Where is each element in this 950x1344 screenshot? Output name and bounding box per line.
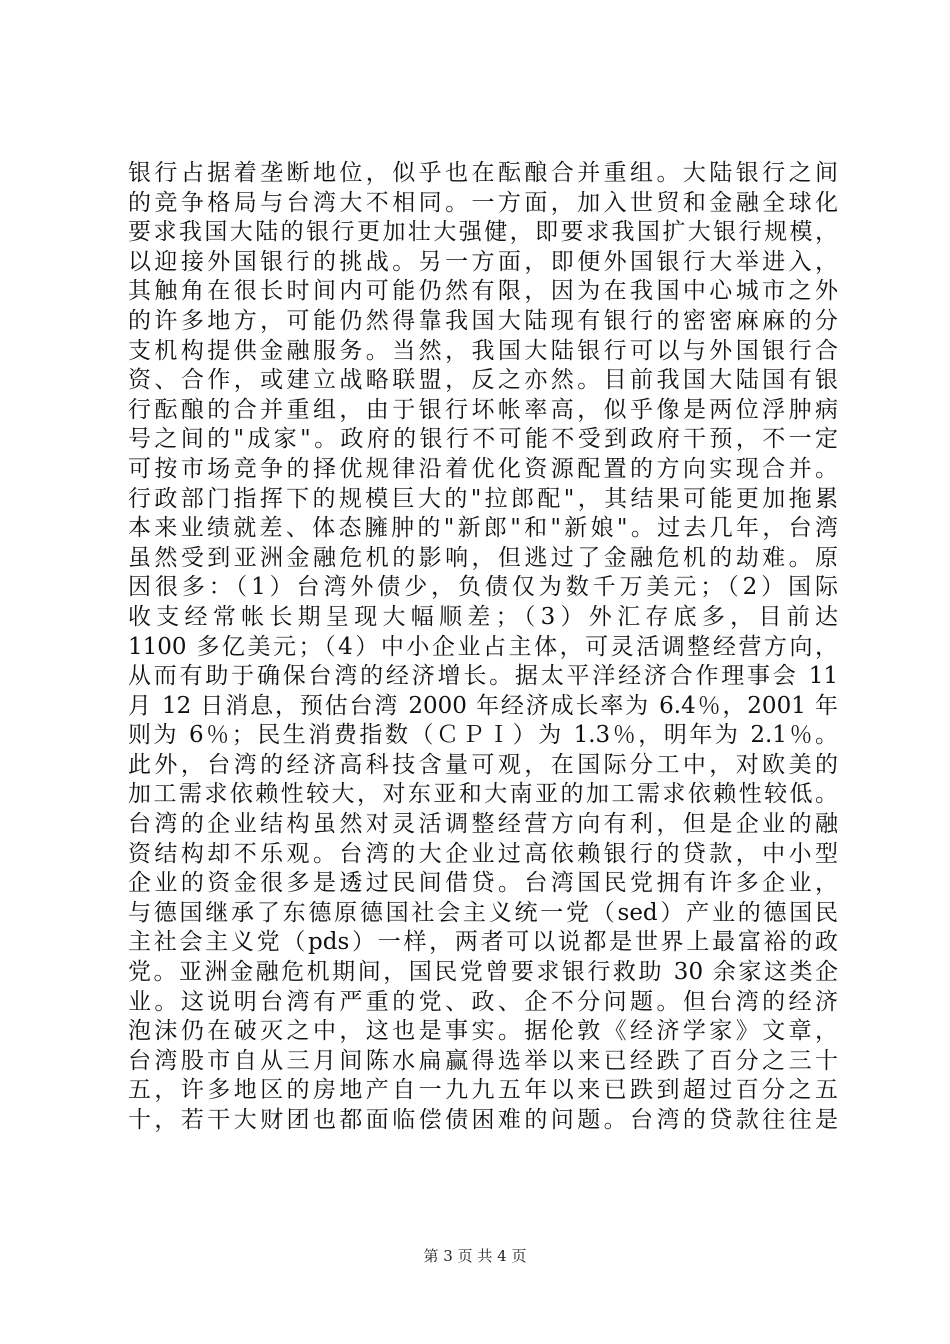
text-line: 台湾股市自从三月间陈水扁赢得选举以来已经跌了百分之三十 [128,1047,838,1074]
text-line: 十，若干大财团也都面临偿债困难的问题。台湾的贷款往往是 [128,1107,838,1133]
text-line: 收支经常帐长期呈现大幅顺差；（3）外汇存底多，目前达 [128,603,838,630]
text-line: 行酝酿的合并重组，由于银行坏帐率高，似乎像是两位浮肿病 [128,396,838,423]
text-line: 虽然受到亚洲金融危机的影响，但逃过了金融危机的劫难。原 [128,544,838,571]
text-line: 行政部门指挥下的规模巨大的"拉郎配"，其结果可能更加拖累 [128,485,838,512]
text-line: 的许多地方，可能仍然得靠我国大陆现有银行的密密麻麻的分 [128,307,838,334]
text-line: 资结构却不乐观。台湾的大企业过高依赖银行的贷款，中小型 [128,840,838,867]
text-line: 本来业绩就差、体态臃肿的"新郎"和"新娘"。过去几年，台湾 [128,515,838,542]
text-line: 号之间的"成家"。政府的银行不可能不受到政府干预，不一定 [128,426,838,453]
text-line: 台湾的企业结构虽然对灵活调整经营方向有利，但是企业的融 [128,811,838,838]
body-text [128,159,838,1136]
text-line: 主社会主义党（pds）一样，两者可以说都是世界上最富裕的政 [128,929,838,956]
text-line: 资、合作，或建立战略联盟，反之亦然。目前我国大陆国有银 [128,367,838,394]
text-line: 因很多：（1）台湾外债少，负债仅为数千万美元；（2）国际 [128,574,838,601]
text-line: 业。这说明台湾有严重的党、政、企不分问题。但台湾的经济 [128,988,838,1015]
text-line: 企业的资金很多是透过民间借贷。台湾国民党拥有许多企业， [128,870,838,897]
text-line: 月 12 日消息，预估台湾 2000 年经济成长率为 6.4％，2001 年 [128,692,838,719]
text-line: 的竞争格局与台湾大不相同。一方面，加入世贸和金融全球化 [128,189,838,216]
text-line: 党。亚洲金融危机期间，国民党曾要求银行救助 30 余家这类企 [128,959,838,986]
text-line: 银行占据着垄断地位，似乎也在酝酿合并重组。大陆银行之间 [128,160,838,186]
text-line: 从而有助于确保台湾的经济增长。据太平洋经济合作理事会 11 [128,663,838,690]
text-line: 以迎接外国银行的挑战。另一方面，即便外国银行大举进入， [128,248,838,275]
text-line: 五，许多地区的房地产自一九九五年以来已跌到超过百分之五 [128,1077,838,1104]
text-line: 加工需求依赖性较大，对东亚和大南亚的加工需求依赖性较低。 [128,781,838,808]
text-line: 支机构提供金融服务。当然，我国大陆银行可以与外国银行合 [128,337,838,364]
text-line: 与德国继承了东德原德国社会主义统一党（sed）产业的德国民 [128,899,838,926]
text-line: 其触角在很长时间内可能仍然有限，因为在我国中心城市之外 [128,278,838,305]
text-line: 要求我国大陆的银行更加壮大强健，即要求我国扩大银行规模， [128,219,838,246]
page-footer: 第 3 页 共 4 页 [423,1247,527,1265]
text-line: 1100 多亿美元；（4）中小企业占主体，可灵活调整经营方向， [128,633,838,660]
text-line: 泡沫仍在破灭之中，这也是事实。据伦敦《经济学家》文章， [128,1018,838,1045]
text-line: 此外，台湾的经济高科技含量可观，在国际分工中，对欧美的 [128,751,838,778]
text-line: 可按市场竞争的择优规律沿着优化资源配置的方向实现合并。 [128,455,838,482]
text-line: 则为 6％；民生消费指数（ＣＰＩ）为 1.3％，明年为 2.1％。 [128,722,838,749]
